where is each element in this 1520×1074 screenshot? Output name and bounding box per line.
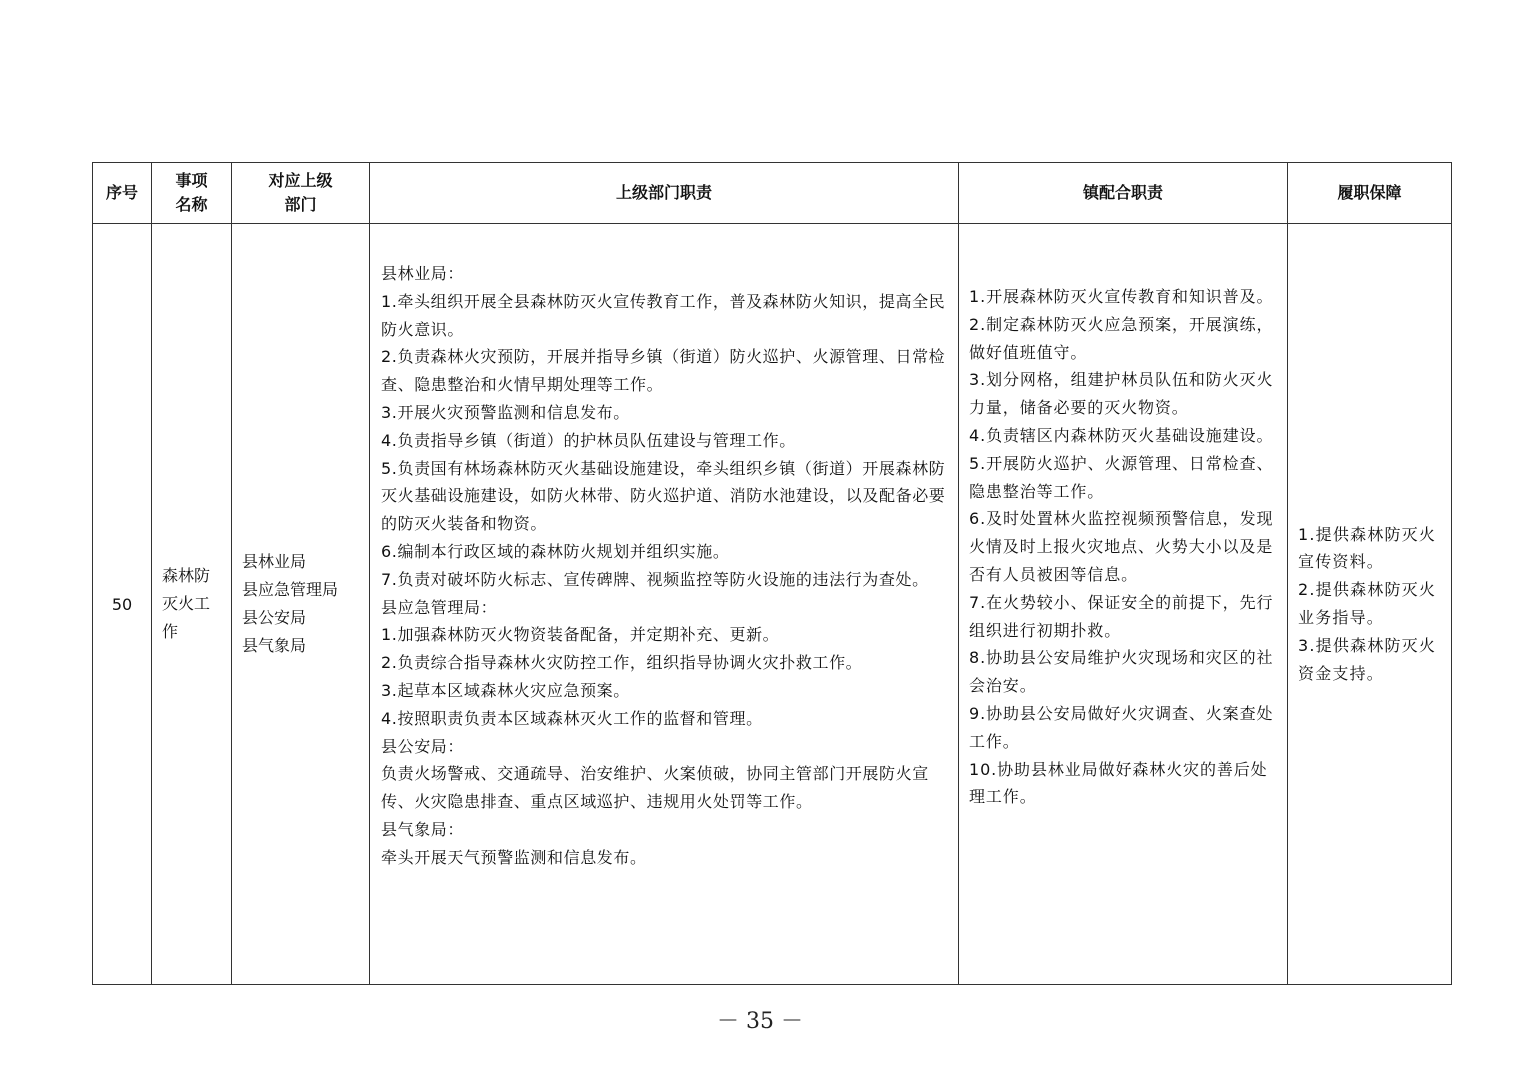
header-item-name-line2: 名称	[175, 195, 208, 214]
upper-duty-line: 县气象局：	[381, 819, 465, 839]
header-dept-line2: 部门	[284, 195, 317, 214]
upper-duty-line: 牵头开展天气预警监测和信息发布。	[381, 847, 647, 867]
header-item-name	[152, 163, 232, 224]
upper-duty-line: 3.开展火灾预警监测和信息发布。	[381, 402, 630, 422]
header-town-duties: 镇配合职责	[959, 163, 1288, 224]
guarantee-line: 1.提供森林防灭火宣传资料。	[1298, 524, 1437, 572]
upper-duty-line: 7.负责对破坏防火标志、宣传碑牌、视频监控等防火设施的违法行为查处。	[381, 569, 929, 589]
guarantee-line: 2.提供森林防灭火业务指导。	[1298, 580, 1437, 627]
table-row	[93, 224, 1452, 985]
header-item-name-line1: 事项	[175, 171, 208, 190]
header-dept-line1: 对应上级	[268, 171, 333, 190]
upper-duty-line: 6.编制本行政区域的森林防火规划并组织实施。	[381, 541, 730, 561]
dept-item: 县林业局	[242, 552, 307, 571]
town-duty-line: 9.协助县公安局做好火灾调查、火案查处工作。	[969, 703, 1274, 751]
dept-item: 县公安局	[242, 608, 307, 627]
page-number: － 35 －	[717, 1009, 803, 1034]
upper-duty-line: 县公安局：	[381, 736, 465, 756]
upper-duty-line: 3.起草本区域森林火灾应急预案。	[381, 680, 630, 700]
town-duty-line: 10.协助县林业局做好森林火灾的善后处理工作。	[969, 759, 1268, 807]
cell-town-duties	[959, 224, 1288, 985]
upper-duty-line: 4.负责指导乡镇（街道）的护林员队伍建设与管理工作。	[381, 430, 796, 450]
dept-item: 县气象局	[242, 636, 307, 655]
cell-dept	[232, 224, 370, 985]
header-upper-duties: 上级部门职责	[370, 163, 959, 224]
cell-item-name: 森林防灭火工作	[152, 224, 232, 985]
header-dept	[232, 163, 370, 224]
cell-no: 50	[93, 224, 152, 985]
upper-duty-line: 县应急管理局：	[381, 597, 498, 617]
town-duty-line: 4.负责辖区内森林防灭火基础设施建设。	[969, 425, 1274, 445]
upper-duty-line: 县林业局：	[381, 264, 465, 283]
table-header-row	[93, 163, 1452, 224]
upper-duty-line: 2.负责综合指导森林火灾防控工作，组织指导协调火灾扑救工作。	[381, 653, 863, 673]
cell-upper-duties	[370, 224, 959, 985]
upper-duty-line: 2.负责森林火灾预防，开展并指导乡镇（街道）防火巡护、火源管理、日常检查、隐患整治和火情早期处理等工作。	[381, 347, 946, 395]
header-guarantee: 履职保障	[1288, 163, 1452, 224]
guarantee-line: 3.提供森林防灭火资金支持。	[1298, 635, 1437, 683]
upper-duty-line: 1.牵头组织开展全县森林防灭火宣传教育工作，普及森林防火知识，提高全民防火意识。	[381, 291, 946, 339]
town-duty-line: 8.协助县公安局维护火灾现场和灾区的社会治安。	[969, 648, 1274, 696]
town-duty-line: 5.开展防火巡护、火源管理、日常检查、隐患整治等工作。	[969, 453, 1274, 501]
town-duty-line: 7.在火势较小、保证安全的前提下，先行组织进行初期扑救。	[969, 592, 1274, 640]
town-duty-line: 6.及时处置林火监控视频预警信息，发现火情及时上报火灾地点、火势大小以及是否有人员被困等信息。	[969, 509, 1274, 584]
town-duty-line: 2.制定森林防灭火应急预案，开展演练，做好值班值守。	[969, 314, 1274, 362]
town-duty-line: 1.开展森林防灭火宣传教育和知识普及。	[969, 287, 1274, 306]
cell-guarantee	[1288, 224, 1452, 985]
header-no: 序号	[93, 163, 152, 224]
upper-duty-line: 1.加强森林防灭火物资装备配备，并定期补充、更新。	[381, 625, 780, 645]
upper-duty-line: 4.按照职责负责本区域森林灭火工作的监督和管理。	[381, 708, 763, 728]
dept-item: 县应急管理局	[242, 580, 339, 599]
town-duty-line: 3.划分网格，组建护林员队伍和防火灭火力量，储备必要的灭火物资。	[969, 370, 1274, 418]
duty-table	[92, 162, 1452, 985]
upper-duty-line: 负责火场警戒、交通疏导、治安维护、火案侦破，协同主管部门开展防火宣传、火灾隐患排查、重点区域巡护、违规用火处罚等工作。	[381, 764, 929, 812]
upper-duty-line: 5.负责国有林场森林防灭火基础设施建设，牵头组织乡镇（街道）开展森林防灭火基础设施建设，如防火林带、防火巡护道、消防水池建设，以及配备必要的防灭火装备和物资。	[381, 458, 946, 534]
